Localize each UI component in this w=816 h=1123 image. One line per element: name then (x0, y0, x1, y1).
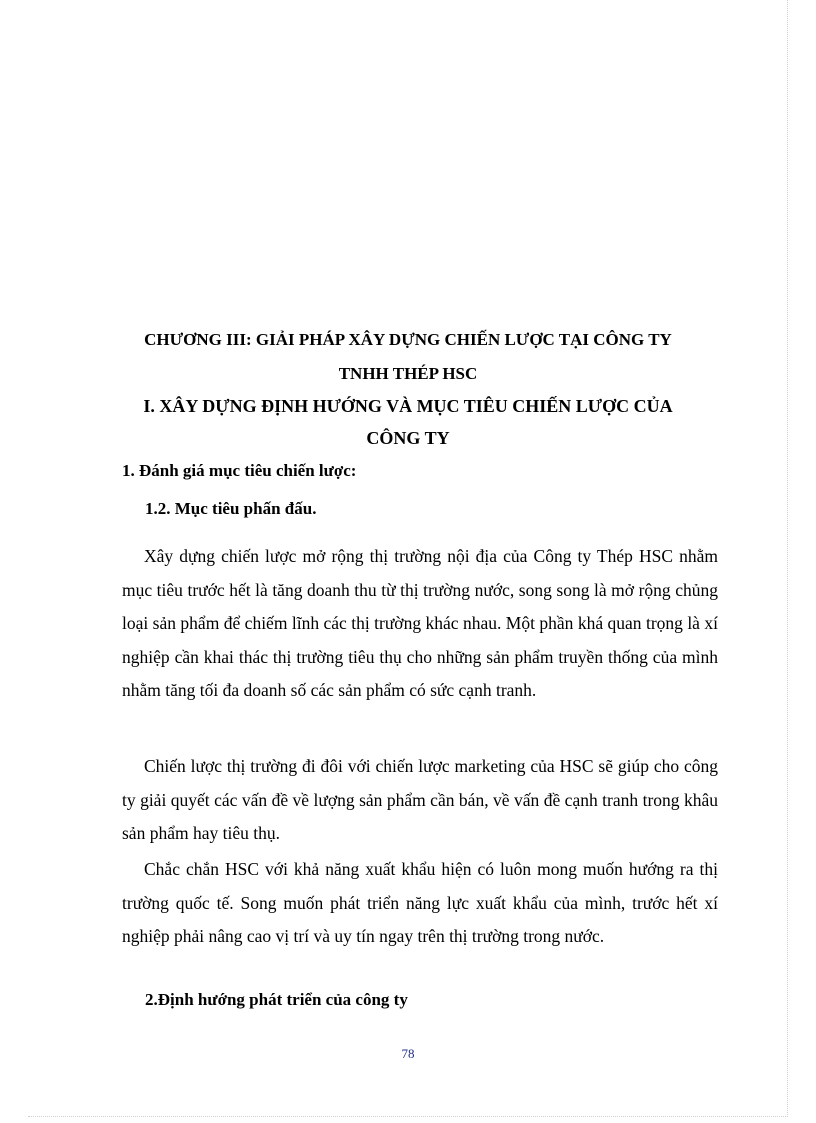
page-number: 78 (401, 1046, 415, 1061)
subsection-1-2-heading: 1.2. Mục tiêu phấn đấu. (145, 499, 317, 518)
section-title-line-2: CÔNG TY (366, 428, 450, 448)
paragraph-3: Chắc chắn HSC với khả năng xuất khẩu hiện có luôn mong muốn hướng ra thị trường quốc tế. Song muốn phát triển năng lực xuất khẩu của mình, trước hết xí nghiệp phải nâng cao vị trí và uy tín ngay trên thị trường trong nước. (122, 859, 718, 946)
paragraph-2: Chiến lược thị trường đi đôi với chiến lược marketing của HSC sẽ giúp cho công ty giải quyết các vấn đề về lượng sản phẩm cần bán, về vấn đề cạnh tranh trong khâu sản phẩm hay tiêu thụ. (122, 756, 718, 843)
chapter-title-line-1: CHƯƠNG III: GIẢI PHÁP XÂY DỰNG CHIẾN LƯỢC TẠI CÔNG TY (144, 330, 672, 349)
subsection-1-heading: 1. Đánh giá mục tiêu chiến lược: (122, 461, 357, 480)
subsection-2-heading: 2.Định hướng phát triển của công ty (145, 990, 408, 1009)
chapter-title-line-2: TNHH THÉP HSC (338, 364, 478, 383)
section-title-line-1: I. XÂY DỰNG ĐỊNH HƯỚNG VÀ MỤC TIÊU CHIẾN LƯỢC CỦA (143, 396, 673, 416)
paragraph-1: Xây dựng chiến lược mở rộng thị trường nội địa của Công ty Thép HSC nhằm mục tiêu trước hết là tăng doanh thu từ thị trường nước, song song là mở rộng chủng loại sản phẩm để chiếm lĩnh các thị trường khác nhau. Một phần khá quan trọng là xí nghiệp cần khai thác thị trường tiêu thụ cho những sản phẩm truyền thống của mình nhằm tăng tối đa doanh số các sản phẩm có sức cạnh tranh. (122, 546, 718, 700)
